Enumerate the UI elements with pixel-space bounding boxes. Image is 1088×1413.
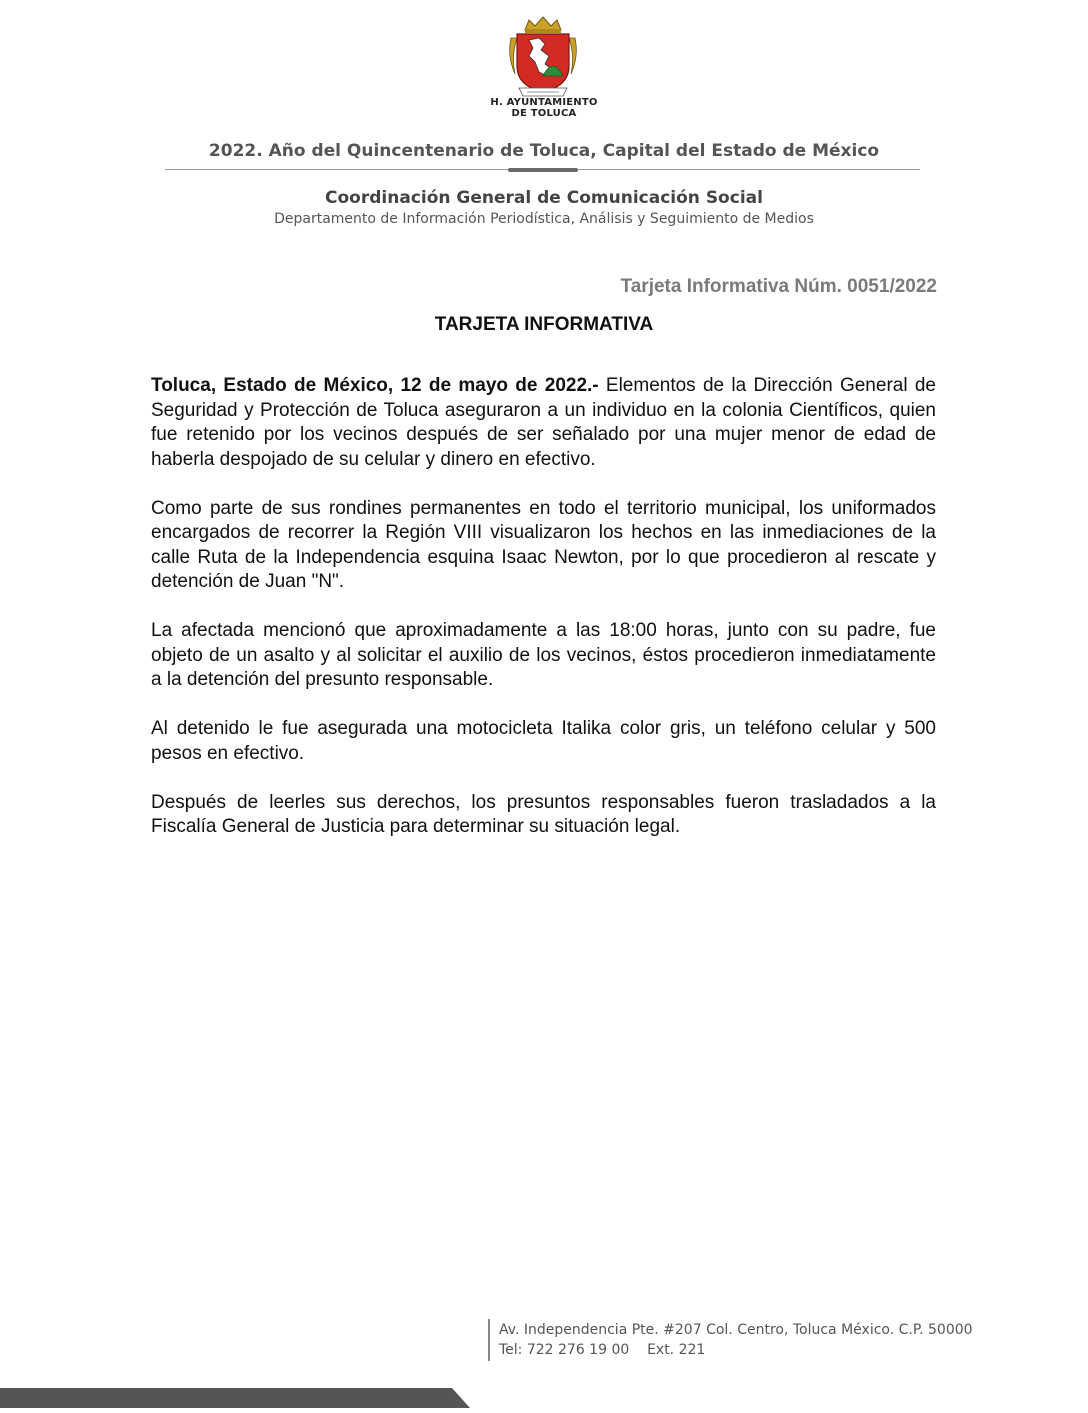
- header-divider-accent: [508, 168, 578, 172]
- lead-paragraph: [151, 374, 936, 472]
- coordination-title: Coordinación General de Comunicación Social: [325, 188, 763, 208]
- body-paragraph: Después de leerles sus derechos, los presuntos responsables fueron trasladados a la Fiscalía General de Justicia para determinar su situación legal.: [151, 791, 936, 837]
- department-subtitle: Departamento de Información Periodística, Análisis y Seguimiento de Medios: [274, 211, 814, 227]
- footer-address: Av. Independencia Pte. #207 Col. Centro, Toluca México. C.P. 50000: [499, 1322, 973, 1338]
- dateline: Toluca, Estado de México, 12 de mayo de 2022.-: [151, 375, 599, 396]
- year-motto: 2022. Año del Quincentenario de Toluca, Capital del Estado de México: [208, 141, 880, 161]
- body-paragraph: Como parte de sus rondines permanentes en todo el territorio municipal, los uniformados encargados de recorrer la Región VIII visualizaron los hechos en las inmediaciones de la calle Ruta de la Independencia esquina Isaac Newton, por lo que procedieron al rescate y detención de Juan "N".: [151, 497, 936, 592]
- org-name-line1: H. AYUNTAMIENTO: [490, 97, 598, 108]
- lead-text: Elementos de la Dirección General de Seguridad y Protección de Toluca aseguraron a un individuo en la colonia Científicos, quien fue retenido por los vecinos después de ser señalado por una mujer menor de edad de haberla despojado de su celular y dinero en efectivo.: [151, 375, 936, 470]
- footer-contact: [499, 1320, 973, 1360]
- org-name-line2: DE TOLUCA: [511, 108, 577, 119]
- footer-divider: [488, 1319, 490, 1361]
- document-body: [151, 374, 936, 864]
- organization-name: [444, 97, 644, 119]
- reference-number: Tarjeta Informativa Núm. 0051/2022: [620, 276, 937, 297]
- toluca-coat-of-arms-icon: [505, 16, 581, 100]
- body-paragraph: La afectada mencionó que aproximadamente a las 18:00 horas, junto con su padre, fue objeto de un asalto y al solicitar el auxilio de los vecinos, éstos procedieron inmediatamente a la detención del presunto responsable.: [151, 620, 936, 690]
- footer-phone: Tel: 722 276 19 00 Ext. 221: [499, 1342, 706, 1358]
- body-paragraph: Al detenido le fue asegurada una motocicleta Italika color gris, un teléfono celular y 500 pesos en efectivo.: [151, 718, 936, 764]
- footer-band: [0, 1388, 470, 1408]
- document-title: TARJETA INFORMATIVA: [434, 314, 654, 335]
